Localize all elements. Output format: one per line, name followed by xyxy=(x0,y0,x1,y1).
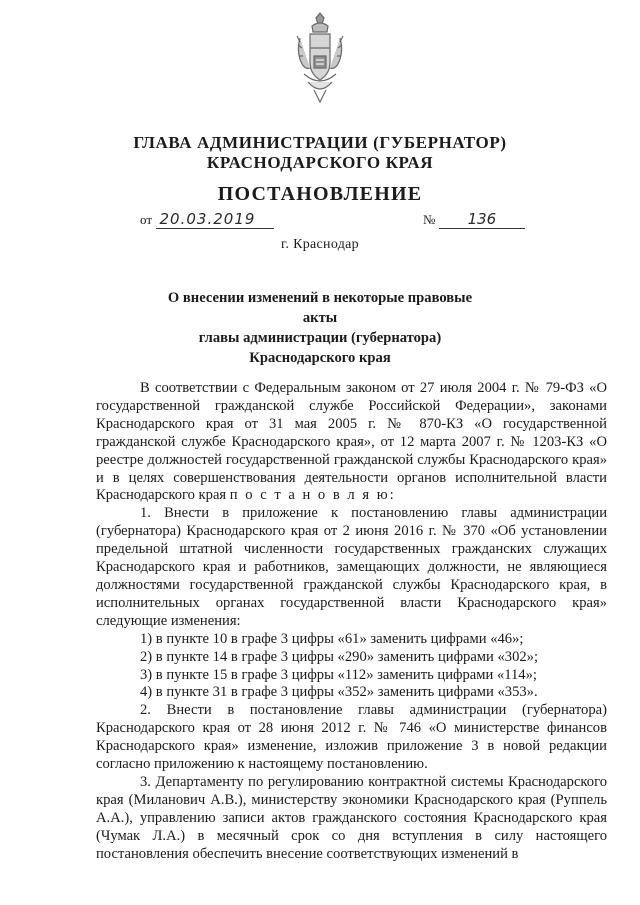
preamble-paragraph xyxy=(96,380,607,505)
item-1-subitem-2: 2) в пункте 14 в графе 3 цифры «290» заменить цифрами «302»; xyxy=(140,648,539,665)
document-subject xyxy=(150,288,490,368)
item-3-paragraph: 3. Департаменту по регулированию контрактной системы Краснодарского края (Миланович А.В.), министерству экономики Краснодарского края (Руппель А.А.), управлению записи актов гражданского состояния Краснодарского края (Чумак Л.А.) в месячный срок со дня вступления в силу настоящего постановления обеспечить внесение соответствующих изменений в xyxy=(96,773,607,862)
subject-line-2: главы администрации (губернатора) xyxy=(198,330,442,346)
date-value: 20.03.2019 xyxy=(156,210,274,229)
number-label: № xyxy=(423,212,436,227)
item-1-subitem-1: 1) в пункте 10 в графе 3 цифры «61» заменить цифрами «46»; xyxy=(140,630,524,647)
coat-of-arms-emblem xyxy=(294,12,346,104)
item-1-subitem-4: 4) в пункте 31 в графе 3 цифры «352» заменить цифрами «353». xyxy=(140,684,538,701)
item-1-paragraph: 1. Внести в приложение к постановлению главы администрации (губернатора) Краснодарского края от 2 июня 2016 г. № 370 «Об установлении предельной штатной численности государственных гражданских служащих Краснодарского края и работников, замещающих должности, не являющиеся должностями государственной гражданской службы Краснодарского края, в исполнительных органах государственной власти Краснодарского края» следующие изменения: xyxy=(96,505,607,629)
number-value: 136 xyxy=(439,210,525,229)
document-type: ПОСТАНОВЛЕНИЕ xyxy=(217,183,423,205)
item-1-subitem-3: 3) в пункте 15 в графе 3 цифры «112» заменить цифрами «114»; xyxy=(140,666,537,683)
authority-line-1: ГЛАВА АДМИНИСТРАЦИИ (ГУБЕРНАТОР) xyxy=(133,133,507,152)
decree-word: п о с т а н о в л я ю: xyxy=(229,487,396,504)
document-number xyxy=(423,210,525,229)
item-2-paragraph: 2. Внести в постановление главы администрации (губернатора) Краснодарского края от 28 июня 2012 г. № 746 «О министерстве финансов Краснодарского края» изменение, изложив приложение 3 в новой редакции согласно приложению к настоящему постановлению. xyxy=(96,702,607,773)
document-date xyxy=(140,210,274,229)
subject-line-3: Краснодарского края xyxy=(249,350,391,366)
authority-line-2: КРАСНОДАРСКОГО КРАЯ xyxy=(206,153,434,172)
city-name: г. Краснодар xyxy=(281,237,359,252)
issuing-authority xyxy=(0,133,640,173)
preamble-text: В соответствии с Федеральным законом от 27 июля 2004 г. № 79-ФЗ «О государственной гражданской службе Российской Федерации», законами Краснодарского края от 31 мая 2005 г. № 870-КЗ «О государственной гражданской службе Краснодарского края», от 12 марта 2007 г. № 1203-КЗ «О реестре должностей государственной гражданской службы Краснодарского края» и в целях совершенствования деятельности органов исполнительной власти Краснодарского края xyxy=(96,380,607,504)
subject-line-1: О внесении изменений в некоторые правовые акты xyxy=(167,290,473,326)
document-body xyxy=(96,380,607,863)
date-label: от xyxy=(140,212,153,227)
